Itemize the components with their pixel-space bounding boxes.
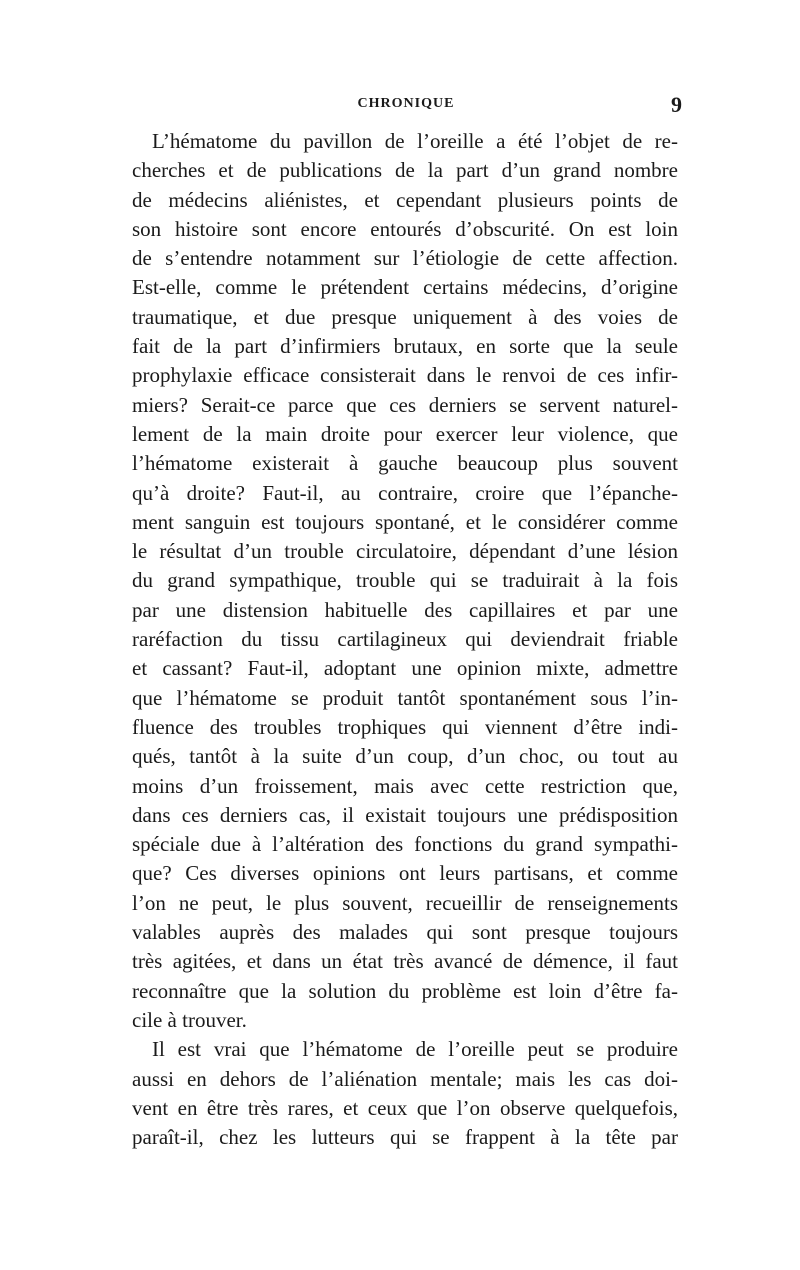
text-line: Est-elle, comme le prétendent certains médecins, d’origine: [132, 275, 678, 300]
text-line: très agitées, et dans un état très avancé de démence, il faut: [132, 949, 678, 974]
text-line: spéciale due à l’altération des fonctions du grand sympathi-: [132, 832, 678, 857]
text-line: prophylaxie efficace consisterait dans le renvoi de ces infir-: [132, 363, 678, 388]
text-line: le résultat d’un trouble circulatoire, dépendant d’une lésion: [132, 539, 678, 564]
text-line: par une distension habituelle des capillaires et par une: [132, 597, 678, 622]
text-line: son histoire sont encore entourés d’obscurité. On est loin: [132, 216, 678, 241]
text-line: de s’entendre notamment sur l’étiologie de cette affection.: [132, 246, 678, 271]
text-line: fait de la part d’infirmiers brutaux, en sorte que la seule: [132, 334, 678, 359]
page-number: 9: [671, 92, 682, 117]
body-text: [132, 127, 678, 1152]
text-line: fluence des troubles trophiques qui viennent d’être indi-: [132, 714, 678, 739]
paragraph: [132, 127, 678, 1035]
text-line: paraît-il, chez les lutteurs qui se frappent à la tête par: [132, 1125, 678, 1150]
text-line: raréfaction du tissu cartilagineux qui deviendrait friable: [132, 627, 678, 652]
text-line: L’hématome du pavillon de l’oreille a été l’objet de re-: [152, 129, 678, 153]
text-line: l’on ne peut, le plus souvent, recueillir de renseignements: [132, 890, 678, 915]
text-line: du grand sympathique, trouble qui se traduirait à la fois: [132, 568, 678, 593]
text-line: qués, tantôt à la suite d’un coup, d’un choc, ou tout au: [132, 744, 678, 769]
text-line: Il est vrai que l’hématome de l’oreille peut se produire: [152, 1037, 678, 1062]
text-line: qu’à droite? Faut-il, au contraire, croire que l’épanche-: [132, 480, 678, 505]
text-line: et cassant? Faut-il, adoptant une opinion mixte, admettre: [132, 656, 678, 681]
paragraph: [132, 1035, 678, 1152]
text-line: miers? Serait-ce parce que ces derniers se servent naturel-: [132, 392, 678, 417]
text-line: que? Ces diverses opinions ont leurs partisans, et comme: [132, 861, 678, 886]
text-line: vent en être très rares, et ceux que l’on observe quelquefois,: [132, 1095, 678, 1120]
text-line: cile à trouver.: [132, 1007, 247, 1032]
text-line: traumatique, et due presque uniquement à des voies de: [132, 304, 678, 329]
text-line: aussi en dehors de l’aliénation mentale; mais les cas doi-: [132, 1066, 678, 1091]
text-line: dans ces derniers cas, il existait toujours une prédisposition: [132, 802, 678, 827]
text-line: reconnaître que la solution du problème est loin d’être fa-: [132, 978, 678, 1003]
text-line: cherches et de publications de la part d’un grand nombre: [132, 158, 678, 183]
text-line: l’hématome existerait à gauche beaucoup plus souvent: [132, 451, 678, 476]
text-line: de médecins aliénistes, et cependant plusieurs points de: [132, 187, 678, 212]
running-head: [130, 92, 682, 116]
text-line: ment sanguin est toujours spontané, et le considérer comme: [132, 509, 678, 534]
text-line: que l’hématome se produit tantôt spontanément sous l’in-: [132, 685, 678, 710]
text-line: moins d’un froissement, mais avec cette restriction que,: [132, 773, 678, 798]
text-line: valables auprès des malades qui sont presque toujours: [132, 920, 678, 945]
text-line: lement de la main droite pour exercer leur violence, que: [132, 421, 678, 446]
running-title: CHRONIQUE: [357, 96, 455, 111]
